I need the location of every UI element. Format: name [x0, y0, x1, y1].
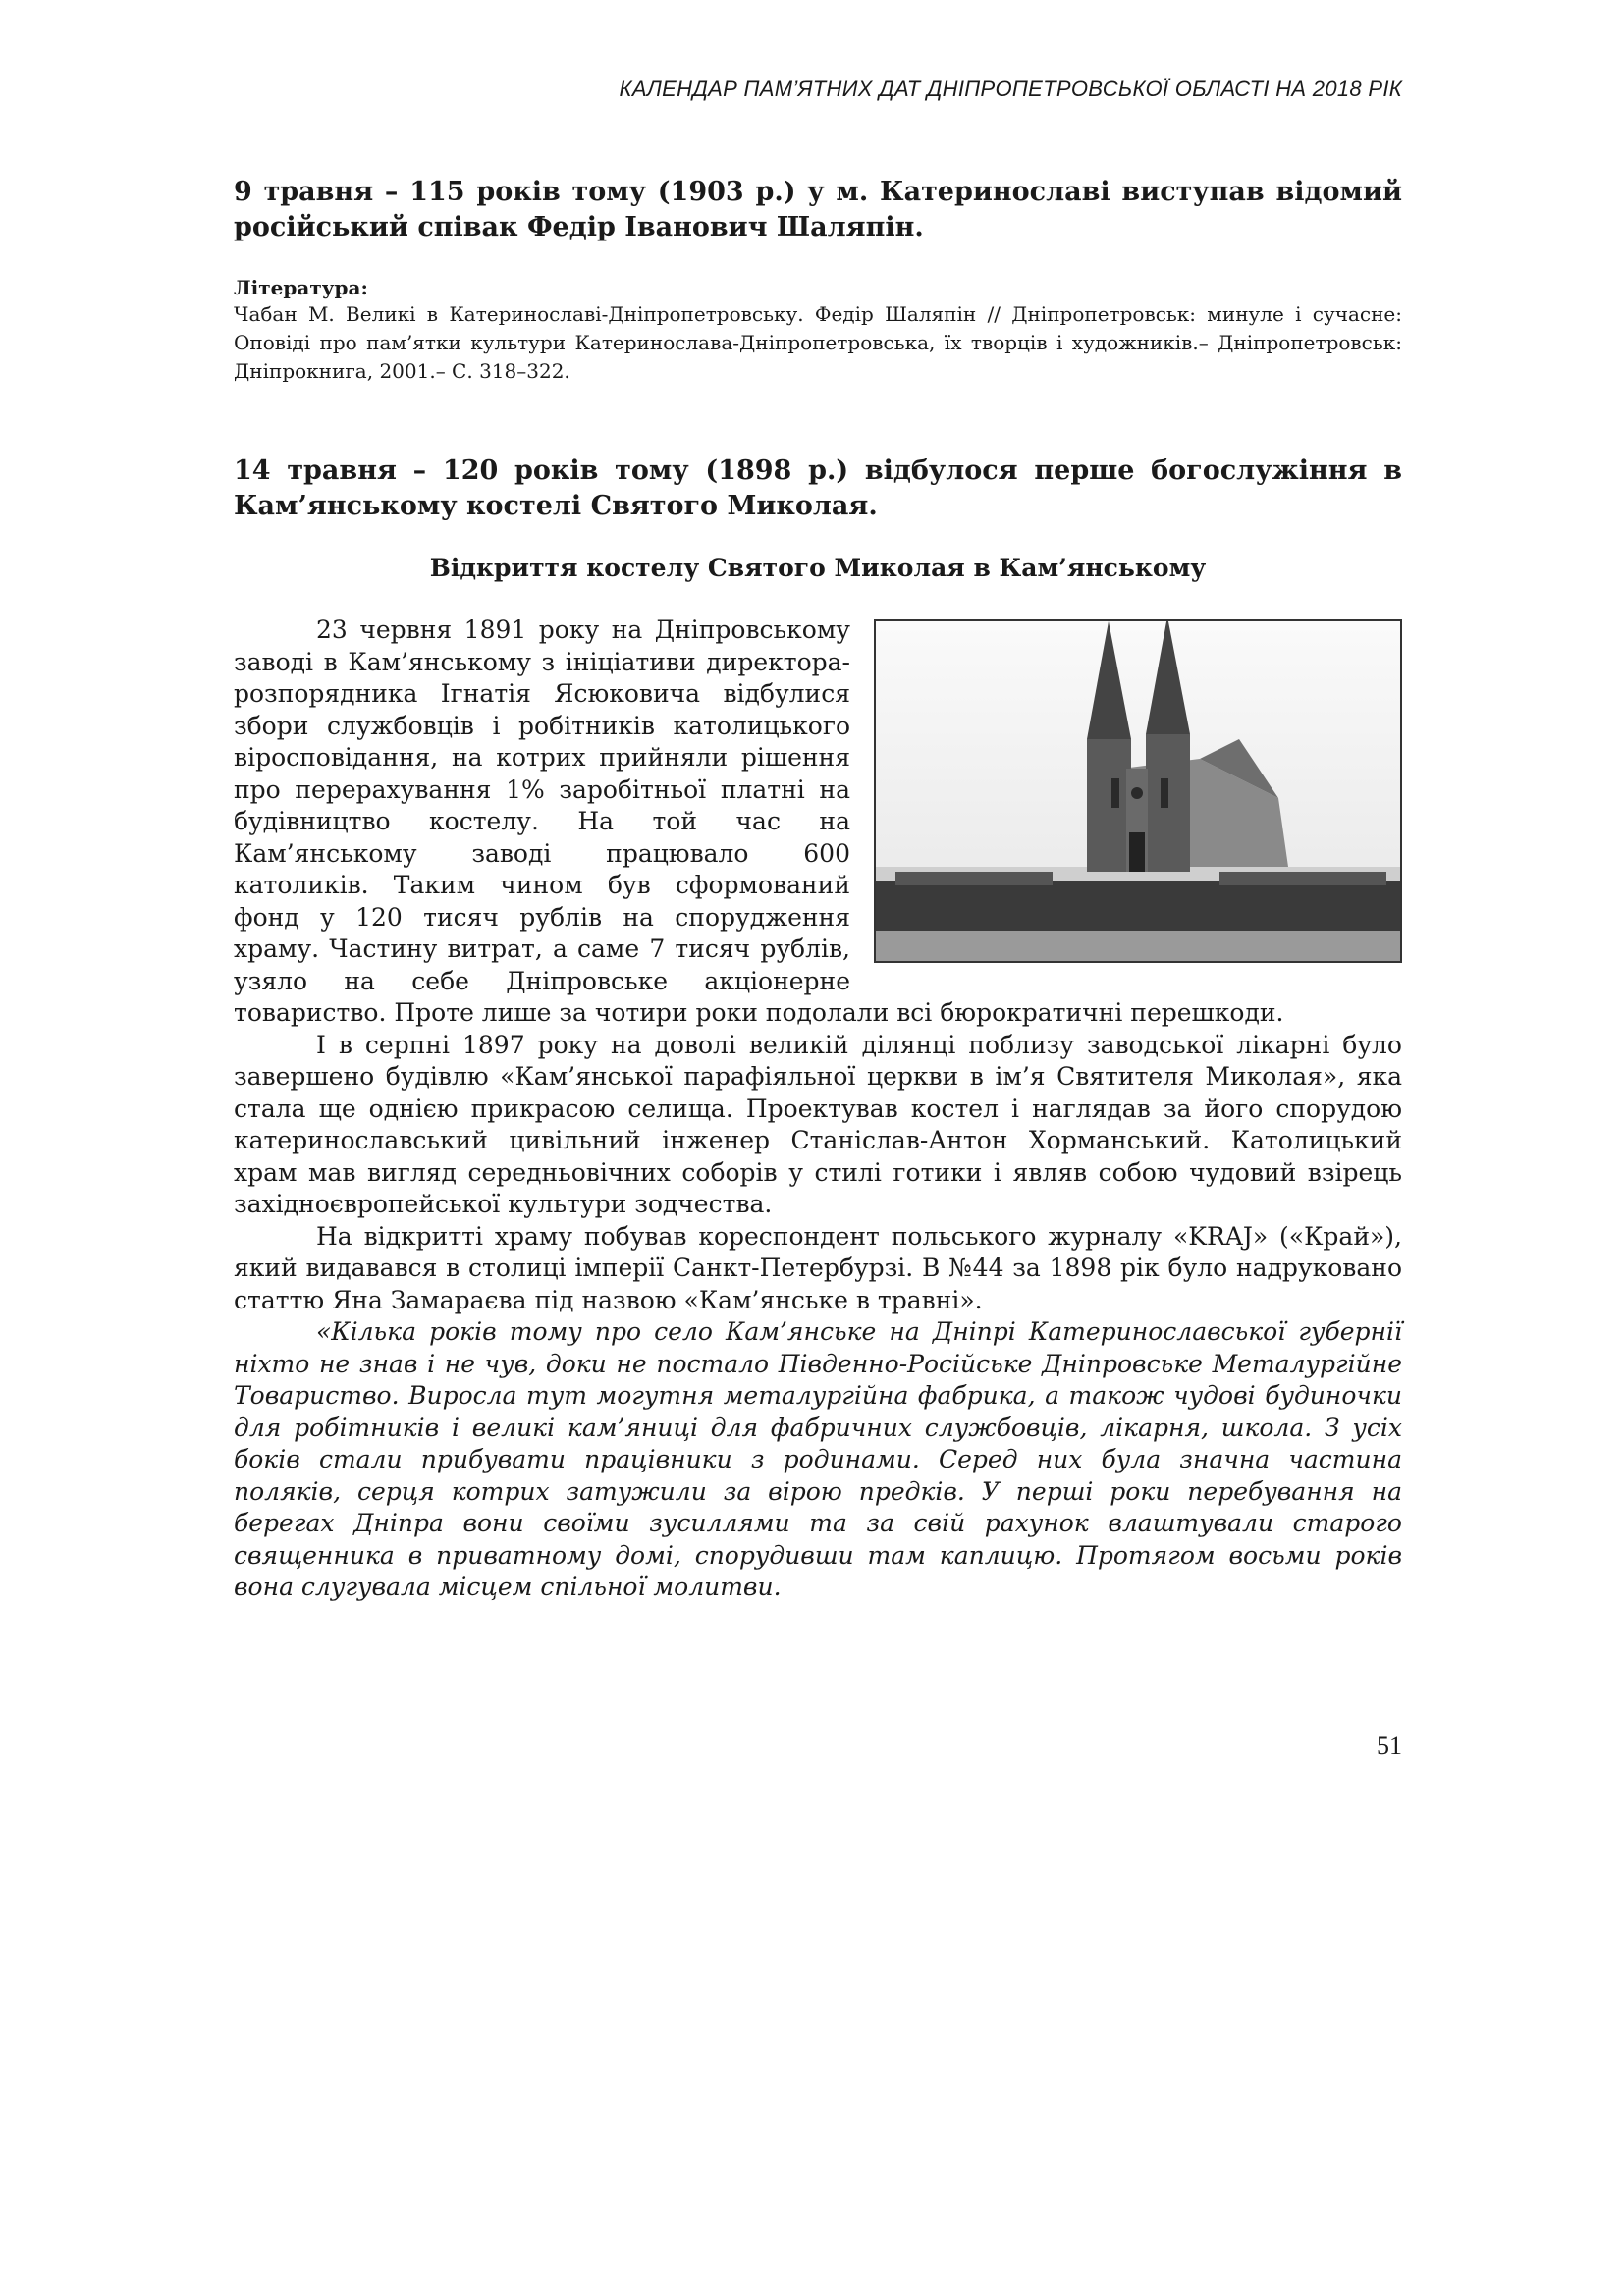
entry-heading: 9 травня – 115 років тому (1903 р.) у м. Катеринославі виступав відомий російський співак Федір Іванович Шаляпін. — [234, 177, 1402, 242]
running-header: КАЛЕНДАР ПАМ’ЯТНИХ ДАТ ДНІПРОПЕТРОВСЬКОЇ ОБЛАСТІ НА 2018 РІК — [619, 77, 1402, 101]
paragraph-1: 23 червня 1891 року на Дніпровському заводі в Кам’янському з ініціативи директора-розпорядника Ігнатія Ясюковича відбулися збори службовців і робітників католицького віросповідання, на котрих прийняли рішення про перерахування 1% заробітньої платні на будівництво костелу. На той час на Кам’янському заводі працювало 600 католиків. Таким чином був сформований фонд у 120 тисяч рублів на спорудження храму. Частину витрат, а саме 7 тисяч рублів, узяло на себе Дніпровське акціонерне товариство. Проте лише за чотири роки подолали всі бюрократичні перешкоди. — [234, 615, 1284, 1027]
church-photo-illustration — [876, 621, 1400, 961]
paragraph-3: На відкритті храму побував кореспондент польського журналу «KRAJ» («Край»), який видавався в столиці імперії Санкт-Петербурзі. В №44 за 1898 рік було надруковано статтю Яна Замараєва під назвою «Кам’янське в травні». — [234, 1221, 1402, 1314]
church-photo — [874, 619, 1402, 963]
page-number: 51 — [1377, 1732, 1402, 1760]
entry-church — [234, 454, 1402, 1604]
entry-chaliapin — [234, 175, 1402, 386]
entry-heading: 14 травня – 120 років тому (1898 р.) відбулося перше богослужіння в Кам’янському костелі Святого Миколая. — [234, 455, 1402, 521]
literature-label: Література: — [234, 276, 368, 299]
quote-paragraph: «Кілька років тому про село Кам’янське на Дніпрі Катеринославської губернії ніхто не знав і не чув, доки не постало Південно-Російське Дніпровське Металургійне Товариство. Виросла тут могутня металургійна фабрика, а також чудові будиночки для робітників і великі кам’яниці для фабричних службовців, лікарня, школа. З усіх боків стали прибувати працівники з родинами. Серед них була значна частина поляків, серця котрих затужили за вірою предків. У перші роки перебування на берегах Дніпра вони своїми зусиллями та за свій рахунок влаштували старого священника в приватному домі, спорудивши там каплицю. Протягом восьми років вона слугувала місцем спільної молитви. — [234, 1317, 1402, 1601]
paragraph-2: І в серпні 1897 року на доволі великій ділянці поблизу заводської лікарні було завершено будівлю «Кам’янської парафіяльної церкви в ім’я Святителя Миколая», яка стала ще однією прикрасою селища. Проектував костел і наглядав за його спорудою катеринославський цивільний інженер Станіслав-Антон Хорманський. Католицький храм мав вигляд середньовічних соборів у стилі готики і являв собою чудовий взірець західноєвропейської культури зодчества. — [234, 1030, 1402, 1218]
literature-text: Чабан М. Великі в Катеринославі-Дніпропетровську. Федір Шаляпін // Дніпропетровськ: минуле і сучасне: Оповіді про пам’ятки культури Катеринослава-Дніпропетровська, їх творців і художників.– Дніпропетровськ: Дніпрокнига, 2001.– С. 318–322. — [234, 302, 1402, 383]
article-title: Відкриття костелу Святого Миколая в Кам’янському — [429, 554, 1207, 582]
